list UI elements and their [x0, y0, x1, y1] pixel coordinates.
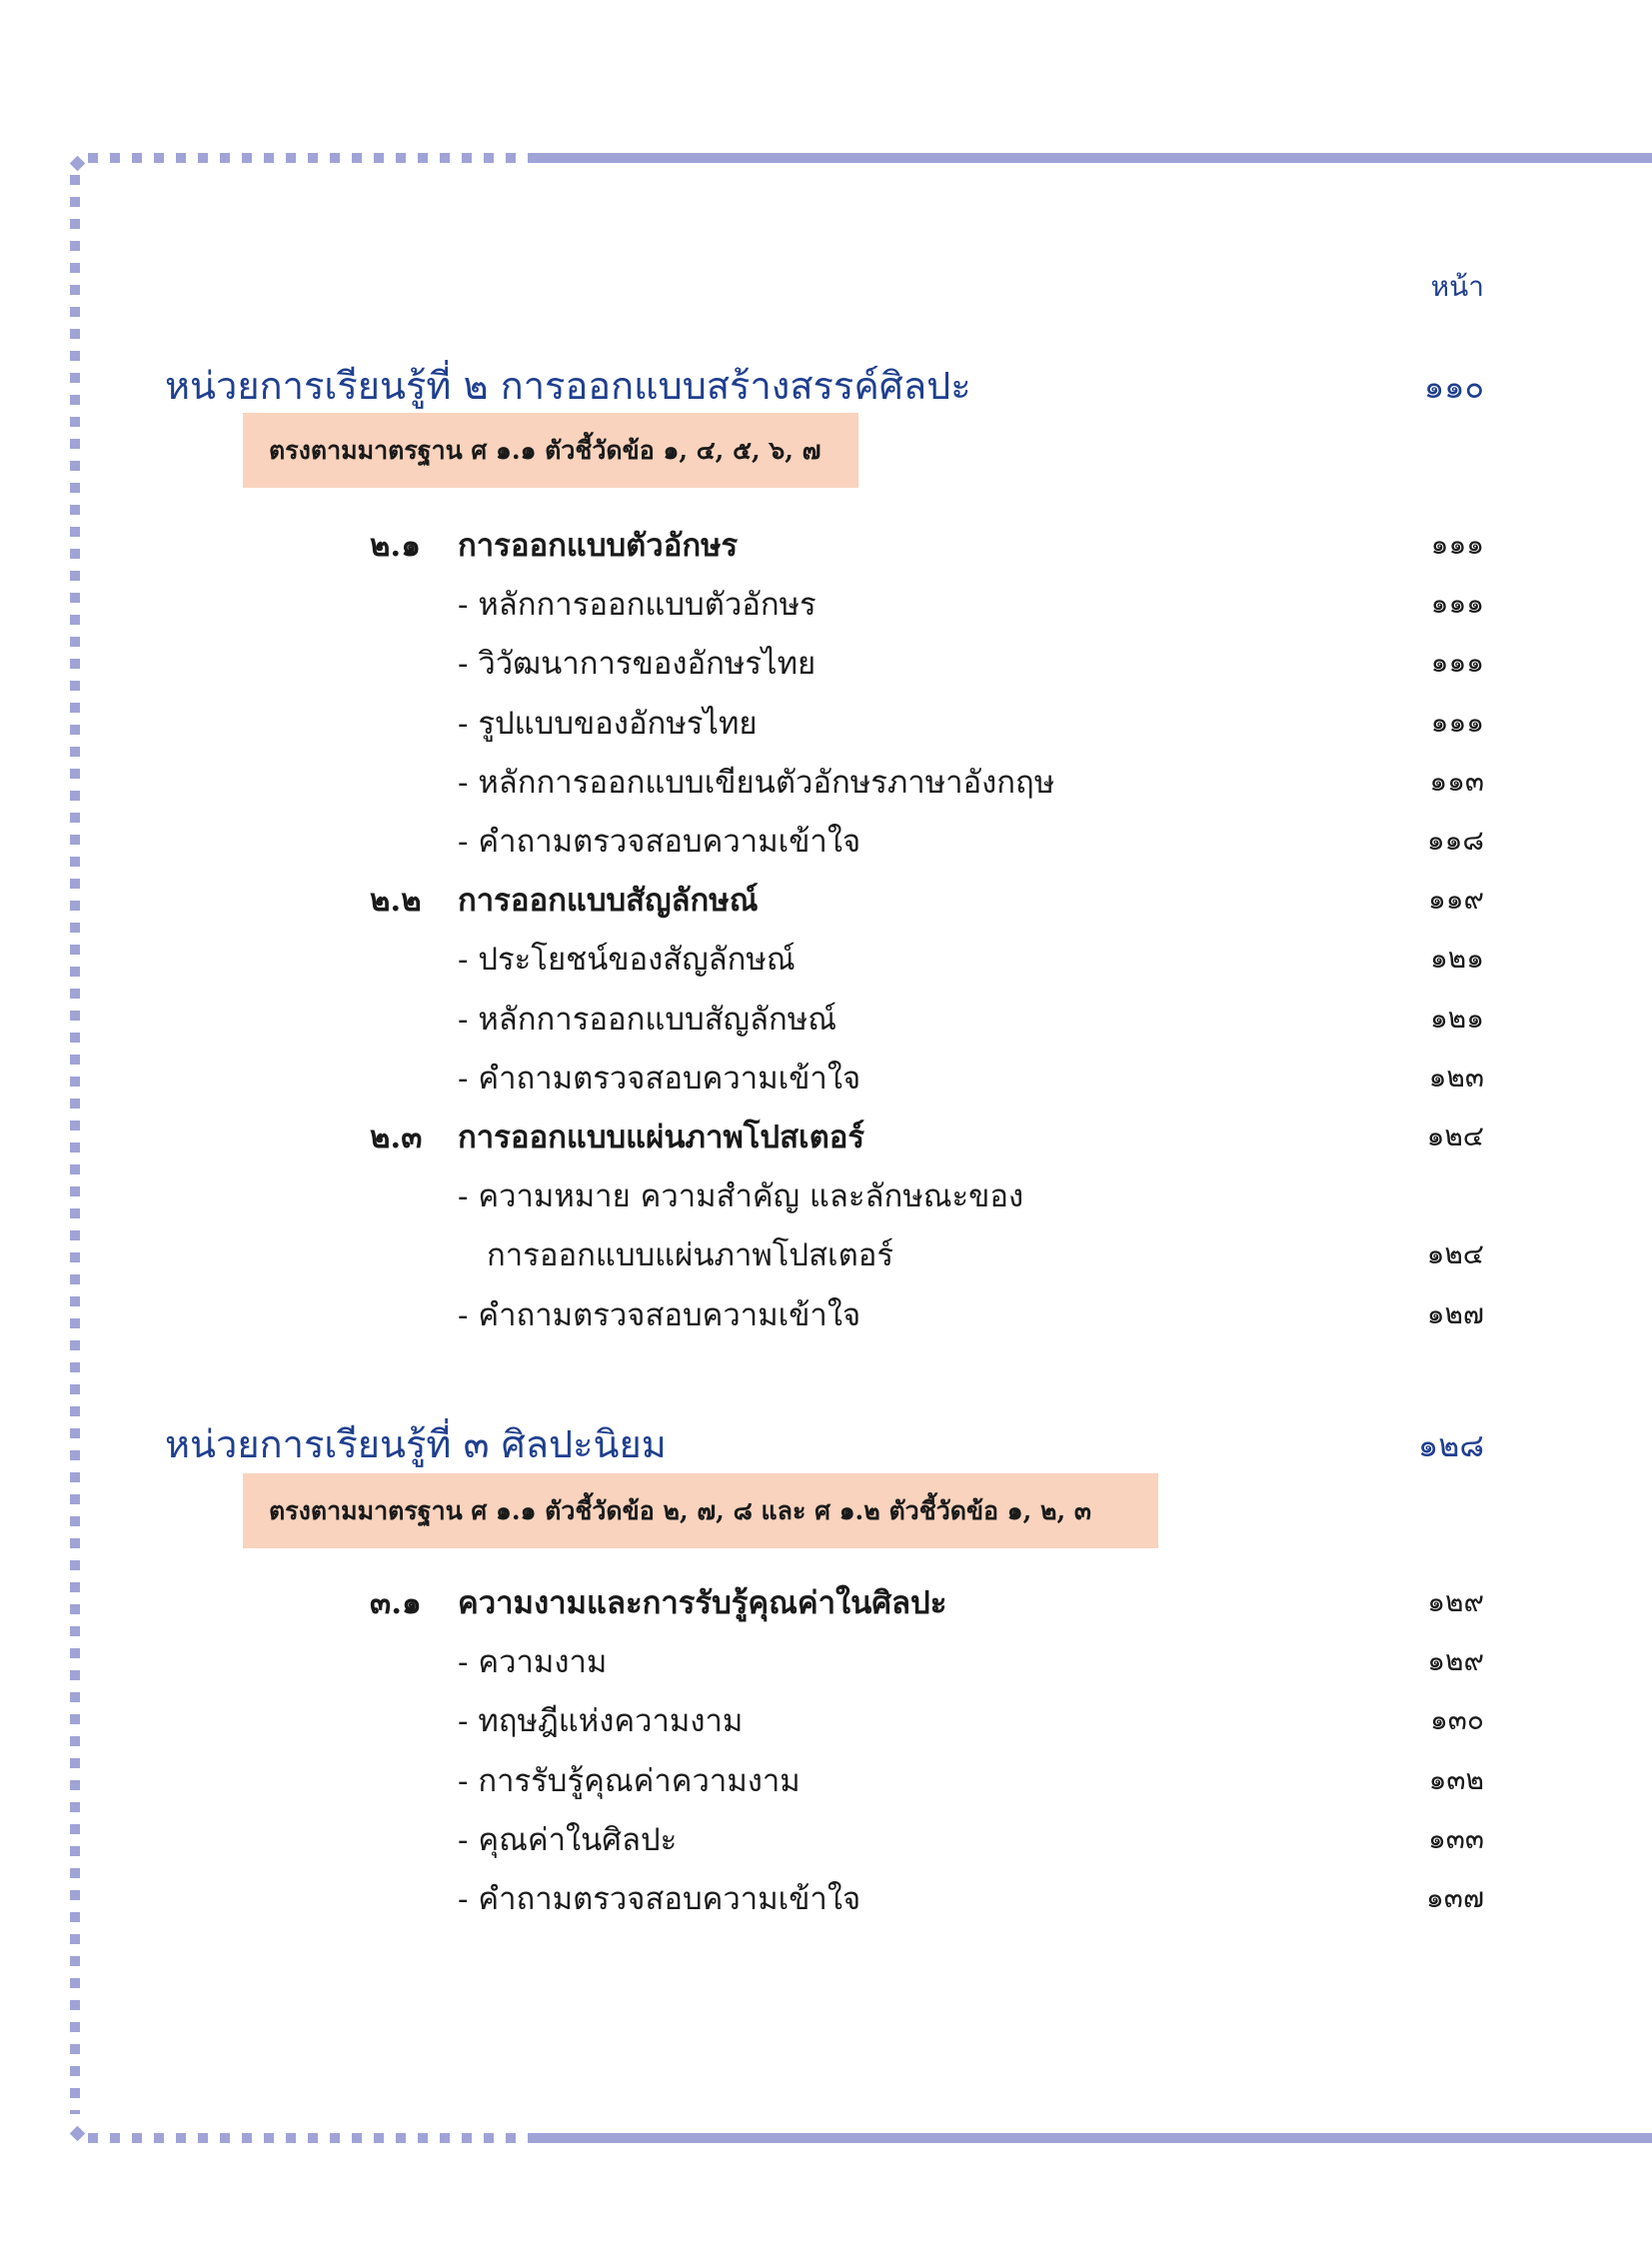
toc-entry-text: - การรับรู้คุณค่าความงาม: [458, 1762, 801, 1799]
frame-left-dotted-border: [70, 175, 80, 2114]
toc-page-number: ๑๒๗: [1426, 1296, 1484, 1330]
toc-entry-text: การออกแบบแผ่นภาพโปสเตอร์: [458, 1120, 865, 1155]
toc-entry-text: - หลักการออกแบบสัญลักษณ์: [458, 1001, 836, 1038]
toc-entry-text: - หลักการออกแบบตัวอักษร: [458, 587, 817, 624]
toc-entry-text: - คุณค่าในศิลปะ: [458, 1821, 678, 1858]
toc-section-number: ๒.๓: [370, 1120, 423, 1155]
frame-top-dotted-border: [88, 153, 530, 163]
toc-entry-text: - รูปแบบของอักษรไทย: [458, 705, 758, 742]
toc-page-number: ๑๒๓: [1428, 1060, 1484, 1094]
toc-page-number: ๑๒๔: [1426, 1237, 1484, 1271]
toc-page-number: ๑๓๒: [1428, 1762, 1484, 1796]
toc-entry-text: - ความหมาย ความสำคัญ และลักษณะของ: [458, 1178, 1024, 1215]
toc-entry-text: - หลักการออกแบบเขียนตัวอักษรภาษาอังกฤษ: [458, 764, 1055, 801]
toc-item-row[interactable]: [370, 1053, 1484, 1103]
page-column-header: หน้า: [1430, 270, 1484, 303]
toc-entry-text: - คำถามตรวจสอบความเข้าใจ: [458, 1060, 861, 1097]
frame-bottom-dotted-border: [88, 2133, 530, 2143]
toc-item-row[interactable]: [370, 994, 1484, 1044]
toc-entry-text: ความงามและการรับรู้คุณค่าในศิลปะ: [458, 1585, 947, 1621]
toc-entry-text: - ความงาม: [458, 1644, 608, 1681]
standards-text: ตรงตามมาตรฐาน ศ ๑.๑ ตัวชี้วัดข้อ ๑, ๔, ๕, ๖, ๗: [269, 435, 822, 465]
frame-corner-diamond-icon: [70, 2126, 86, 2142]
toc-item-row[interactable]: [370, 1636, 1484, 1686]
toc-section-number: ๒.๒: [370, 883, 422, 920]
toc-item-row[interactable]: [370, 1755, 1484, 1805]
toc-page-number: ๑๑๙: [1427, 883, 1484, 917]
toc-page-number: ๑๑๑: [1430, 587, 1484, 621]
toc-item-row[interactable]: [370, 579, 1484, 629]
toc-entry-text: การออกแบบสัญลักษณ์: [458, 883, 759, 920]
toc-item-row[interactable]: [370, 1170, 1484, 1220]
toc-entry-text: การออกแบบตัวอักษร: [458, 528, 739, 564]
toc-item-row[interactable]: [370, 638, 1484, 688]
toc-page-number: ๑๑๘: [1426, 824, 1484, 857]
standards-text: ตรงตามมาตรฐาน ศ ๑.๑ ตัวชี้วัดข้อ ๒, ๗, ๘ และ ศ ๑.๒ ตัวชี้วัดข้อ ๑, ๒, ๓: [269, 1495, 1092, 1525]
toc-item-row[interactable]: [370, 816, 1484, 866]
toc-page-number: ๑๑๑: [1430, 705, 1484, 739]
toc-item-row[interactable]: [370, 1229, 1484, 1279]
frame-corner-diamond-icon: [70, 156, 86, 172]
toc-page-number: ๑๒๙: [1427, 1644, 1484, 1678]
toc-section-row[interactable]: [370, 1112, 1484, 1161]
toc-item-row[interactable]: [370, 1814, 1484, 1864]
toc-page-number: ๑๓๗: [1426, 1881, 1484, 1914]
toc-item-row[interactable]: [370, 757, 1484, 807]
toc-entry-text: - คำถามตรวจสอบความเข้าใจ: [458, 1296, 861, 1333]
toc-page-number: ๑๓๐: [1429, 1703, 1484, 1737]
toc-page-number: ๑๒๙: [1427, 1585, 1484, 1618]
toc-page-number: ๑๑๑: [1430, 528, 1484, 561]
unit-page-number: ๑๑๐: [1423, 368, 1484, 406]
toc-entry-text: - วิวัฒนาการของอักษรไทย: [458, 646, 817, 683]
toc-page-number: ๑๒๑: [1429, 1001, 1484, 1035]
toc-entry-text: - ทฤษฎีแห่งความงาม: [458, 1703, 744, 1740]
toc-item-row[interactable]: [370, 1695, 1484, 1745]
toc-section-row[interactable]: [370, 875, 1484, 925]
toc-item-row[interactable]: [370, 1873, 1484, 1923]
frame-bottom-solid-border: [530, 2133, 1652, 2143]
unit-title: หน่วยการเรียนรู้ที่ ๓ ศิลปะนิยม: [165, 1422, 667, 1466]
toc-section-row[interactable]: [370, 520, 1484, 570]
toc-item-row[interactable]: [370, 934, 1484, 984]
frame-top-solid-border: [530, 153, 1652, 163]
unit-title: หน่วยการเรียนรู้ที่ ๒ การออกแบบสร้างสรรค์ศิลปะ: [165, 364, 971, 408]
toc-entry-text: - ประโยชน์ของสัญลักษณ์: [458, 942, 796, 979]
toc-page-number: ๑๓๓: [1427, 1821, 1484, 1855]
toc-item-row[interactable]: [370, 698, 1484, 748]
toc-page-number: ๑๒๑: [1429, 942, 1484, 976]
toc-page-number: ๑๒๔: [1426, 1120, 1484, 1152]
toc-item-row[interactable]: [370, 1289, 1484, 1339]
toc-page-number: ๑๑๑: [1430, 646, 1484, 680]
toc-entry-text: - คำถามตรวจสอบความเข้าใจ: [458, 824, 861, 860]
toc-entry-text: การออกแบบแผ่นภาพโปสเตอร์: [487, 1237, 894, 1274]
toc-section-row[interactable]: [370, 1577, 1484, 1627]
unit-page-number: ๑๒๘: [1417, 1426, 1484, 1464]
toc-entry-text: - คำถามตรวจสอบความเข้าใจ: [458, 1881, 861, 1917]
toc-section-number: ๓.๑: [370, 1585, 422, 1621]
toc-section-number: ๒.๑: [370, 528, 421, 564]
standards-box: [243, 1473, 1158, 1548]
toc-page-number: ๑๑๓: [1429, 764, 1484, 798]
standards-box: [243, 413, 858, 488]
